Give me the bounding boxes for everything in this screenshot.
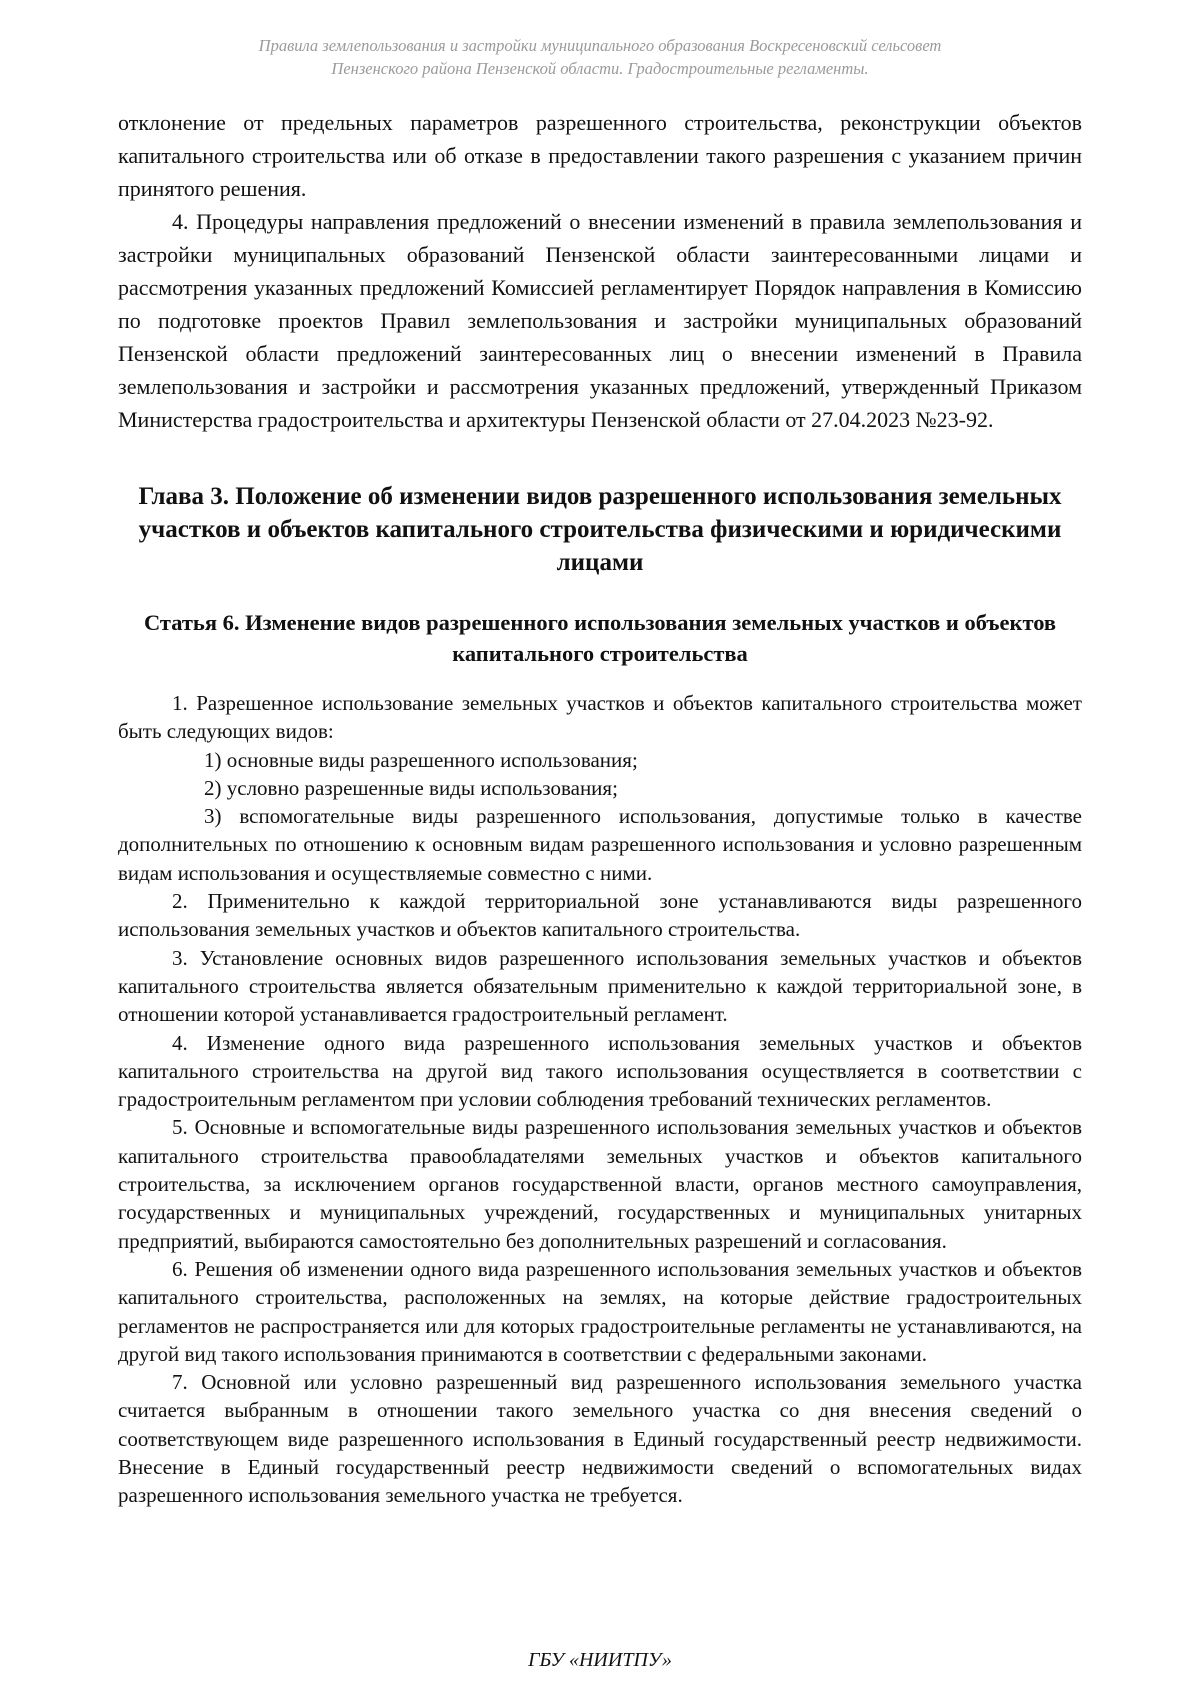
article-subitem-3: 3) вспомогательные виды разрешенного использования, допустимые только в качестве дополнительных по отношению к основным видам разрешенного использования и условно разрешенным видам использования и осуществляемые совместно с ними. bbox=[118, 804, 1082, 885]
running-header-line-1: Правила землепользования и застройки муниципального образования Воскресеновский сельсовет bbox=[258, 36, 942, 55]
article-subitem-1: 1) основные виды разрешенного использования; bbox=[204, 747, 638, 772]
article-item-1: 1. Разрешенное использование земельных участков и объектов капитального строительства может быть следующих видов: bbox=[118, 691, 1082, 744]
article-item-7: 7. Основной или условно разрешенный вид разрешенного использования земельного участка считается выбранным в отношении такого земельного участка со дня внесения сведений о соответствующем виде разрешенного использования в Единый государственный реестр недвижимости. Внесение в Единый государственный реестр недвижимости сведений о вспомогательных видах разрешенного использования земельного участка не требуется. bbox=[118, 1370, 1082, 1508]
article-body bbox=[118, 689, 1082, 1510]
article-title: Статья 6. Изменение видов разрешенного использования земельных участков и объектов капитального строительства bbox=[143, 610, 1057, 666]
article-item-2: 2. Применительно к каждой территориальной зоне устанавливаются виды разрешенного использования земельных участков и объектов капитального строительства. bbox=[118, 889, 1082, 942]
continuation-block bbox=[118, 106, 1082, 436]
continuation-paragraph: отклонение от предельных параметров разрешенного строительства, реконструкции объектов капитального строительства или об отказе в предоставлении такого разрешения с указанием причин принятого решения. bbox=[118, 110, 1082, 201]
paragraph-item-4: 4. Процедуры направления предложений о внесении изменений в правила землепользования и застройки муниципальных образований Пензенской области заинтересованными лицами и рассмотрения указанных предложений Комиссией регламентирует Порядок направления в Комиссию по подготовке проектов Правил землепользования и застройки муниципальных образований Пензенской области предложений заинтересованных лиц о внесении изменений в Правила землепользования и застройки и рассмотрения указанных предложений, утвержденный Приказом Министерства градостроительства и архитектуры Пензенской области от 27.04.2023 №23-92. bbox=[118, 209, 1082, 432]
page-footer: ГБУ «НИИТПУ» bbox=[528, 1649, 672, 1671]
article-item-4: 4. Изменение одного вида разрешенного использования земельных участков и объектов капитального строительства на другой вид такого использования осуществляется в соответствии с градостроительным регламентом при условии соблюдения требований технических регламентов. bbox=[118, 1030, 1082, 1112]
running-header bbox=[0, 34, 1200, 80]
article-subitem-2: 2) условно разрешенные виды использования; bbox=[204, 775, 618, 800]
chapter-title: Глава 3. Положение об изменении видов разрешенного использования земельных участков и объектов капитального строительства физическими и юридическими лицами bbox=[138, 483, 1062, 576]
running-header-line-2: Пензенского района Пензенской области. Градостроительные регламенты. bbox=[331, 59, 869, 78]
article-item-6: 6. Решения об изменении одного вида разрешенного использования земельных участков и объектов капитального строительства, расположенных на землях, на которые действие градостроительных регламентов не распространяется или для которых градостроительные регламенты не устанавливаются, на другой вид такого использования принимаются в соответствии с федеральными законами. bbox=[118, 1256, 1082, 1366]
article-item-5: 5. Основные и вспомогательные виды разрешенного использования земельных участков и объектов капитального строительства правообладателями земельных участков и объектов капитального строительства, за исключением органов государственной власти, органов местного самоуправления, государственных и муниципальных учреждений, государственных и муниципальных унитарных предприятий, выбираются самостоятельно без дополнительных разрешений и согласования. bbox=[118, 1115, 1082, 1253]
page-content bbox=[118, 106, 1082, 1510]
article-item-3: 3. Установление основных видов разрешенного использования земельных участков и объектов капитального строительства является обязательным применительно к каждой территориальной зоне, в отношении которой устанавливается градостроительный регламент. bbox=[118, 945, 1082, 1027]
